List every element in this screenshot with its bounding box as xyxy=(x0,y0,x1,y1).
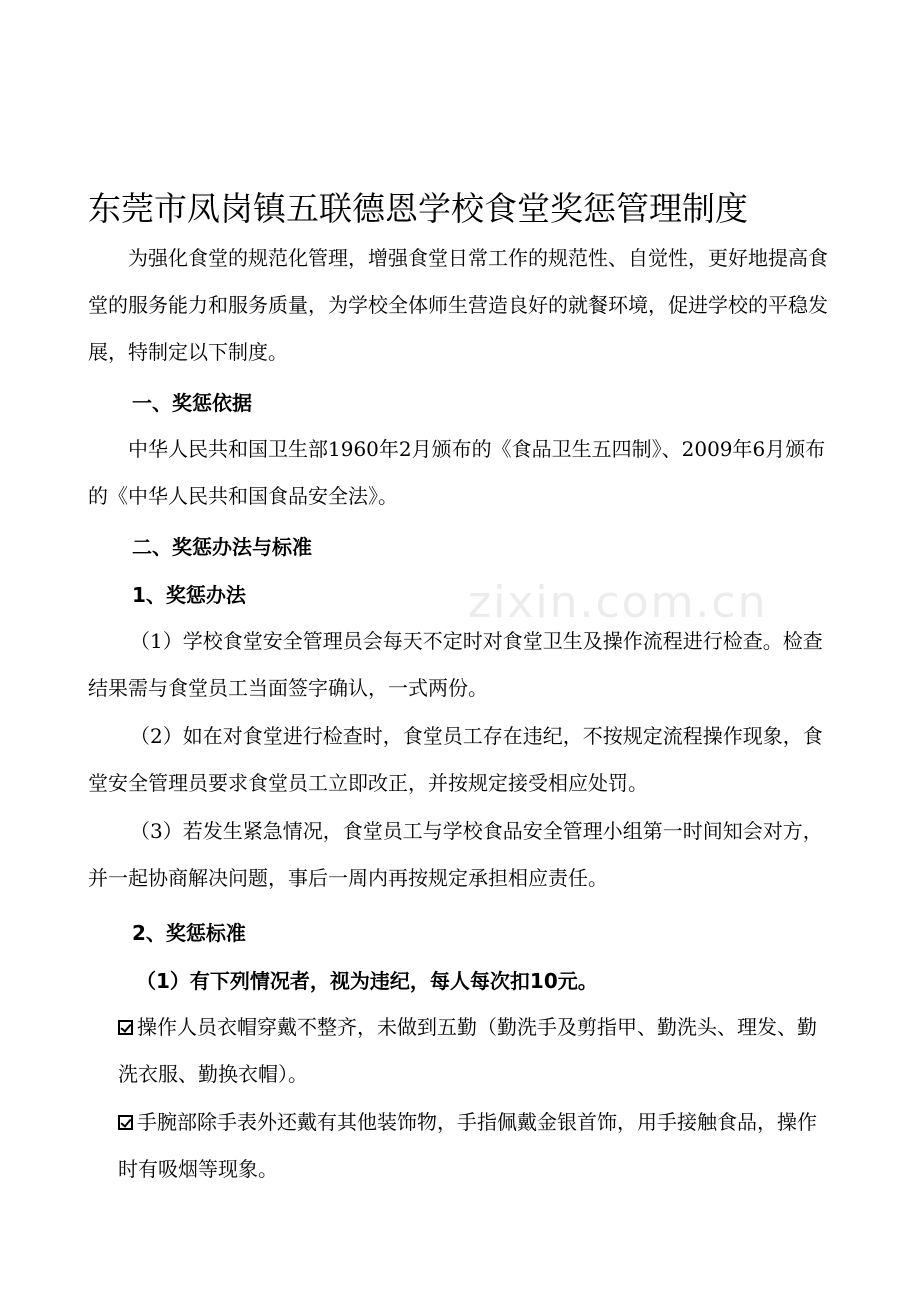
subsection2-heading: 2、奖惩标准 xyxy=(132,921,246,945)
sub1-item2-paragraph: （2）如在对食堂进行检查时，食堂员工存在违纪，不按规定流程操作现象，食堂安全管理员要求食堂员工立即改正，并按规定接受相应处罚。 xyxy=(88,724,823,795)
check-item-2-text: 手腕部除手表外还戴有其他装饰物，手指佩戴金银首饰，用手接触食品，操作时有吸烟等现象。 xyxy=(118,1110,817,1181)
check-item-1 xyxy=(118,1004,834,1098)
sub2-item1-heading: （1）有下列情况者，视为违纪，每人每次扣10元。 xyxy=(136,969,598,993)
checkbox-checked-icon xyxy=(118,1115,133,1130)
watermark: zixin.com.cn xyxy=(468,577,768,628)
section1-paragraph: 中华人民共和国卫生部1960年2月颁布的《食品卫生五四制》、2009年6月颁布的《中华人民共和国食品安全法》。 xyxy=(88,437,826,508)
sub1-item1-paragraph: （1）学校食堂安全管理员会每天不定时对食堂卫生及操作流程进行检查。检查结果需与食堂员工当面签字确认，一式两份。 xyxy=(88,629,823,700)
checkbox-checked-icon xyxy=(118,1020,133,1035)
intro-paragraph: 为强化食堂的规范化管理，增强食堂日常工作的规范性、自觉性，更好地提高食堂的服务能力和服务质量，为学校全体师生营造良好的就餐环境，促进学校的平稳发展，特制定以下制度。 xyxy=(88,246,828,364)
check-item-1-text: 操作人员衣帽穿戴不整齐，未做到五勤（勤洗手及剪指甲、勤洗头、理发、勤洗衣服、勤换衣帽）。 xyxy=(118,1015,817,1086)
subsection1-heading: 1、奖惩办法 xyxy=(132,583,246,607)
check-item-2 xyxy=(118,1099,834,1193)
section2-heading: 二、奖惩办法与标准 xyxy=(132,535,312,559)
section1-heading: 一、奖惩依据 xyxy=(132,391,252,415)
document-title: 东莞市凤岗镇五联德恩学校食堂奖惩管理制度 xyxy=(88,189,748,228)
sub1-item3-paragraph: （3）若发生紧急情况，食堂员工与学校食品安全管理小组第一时间知会对方，并一起协商解决问题，事后一周内再按规定承担相应责任。 xyxy=(88,819,823,890)
